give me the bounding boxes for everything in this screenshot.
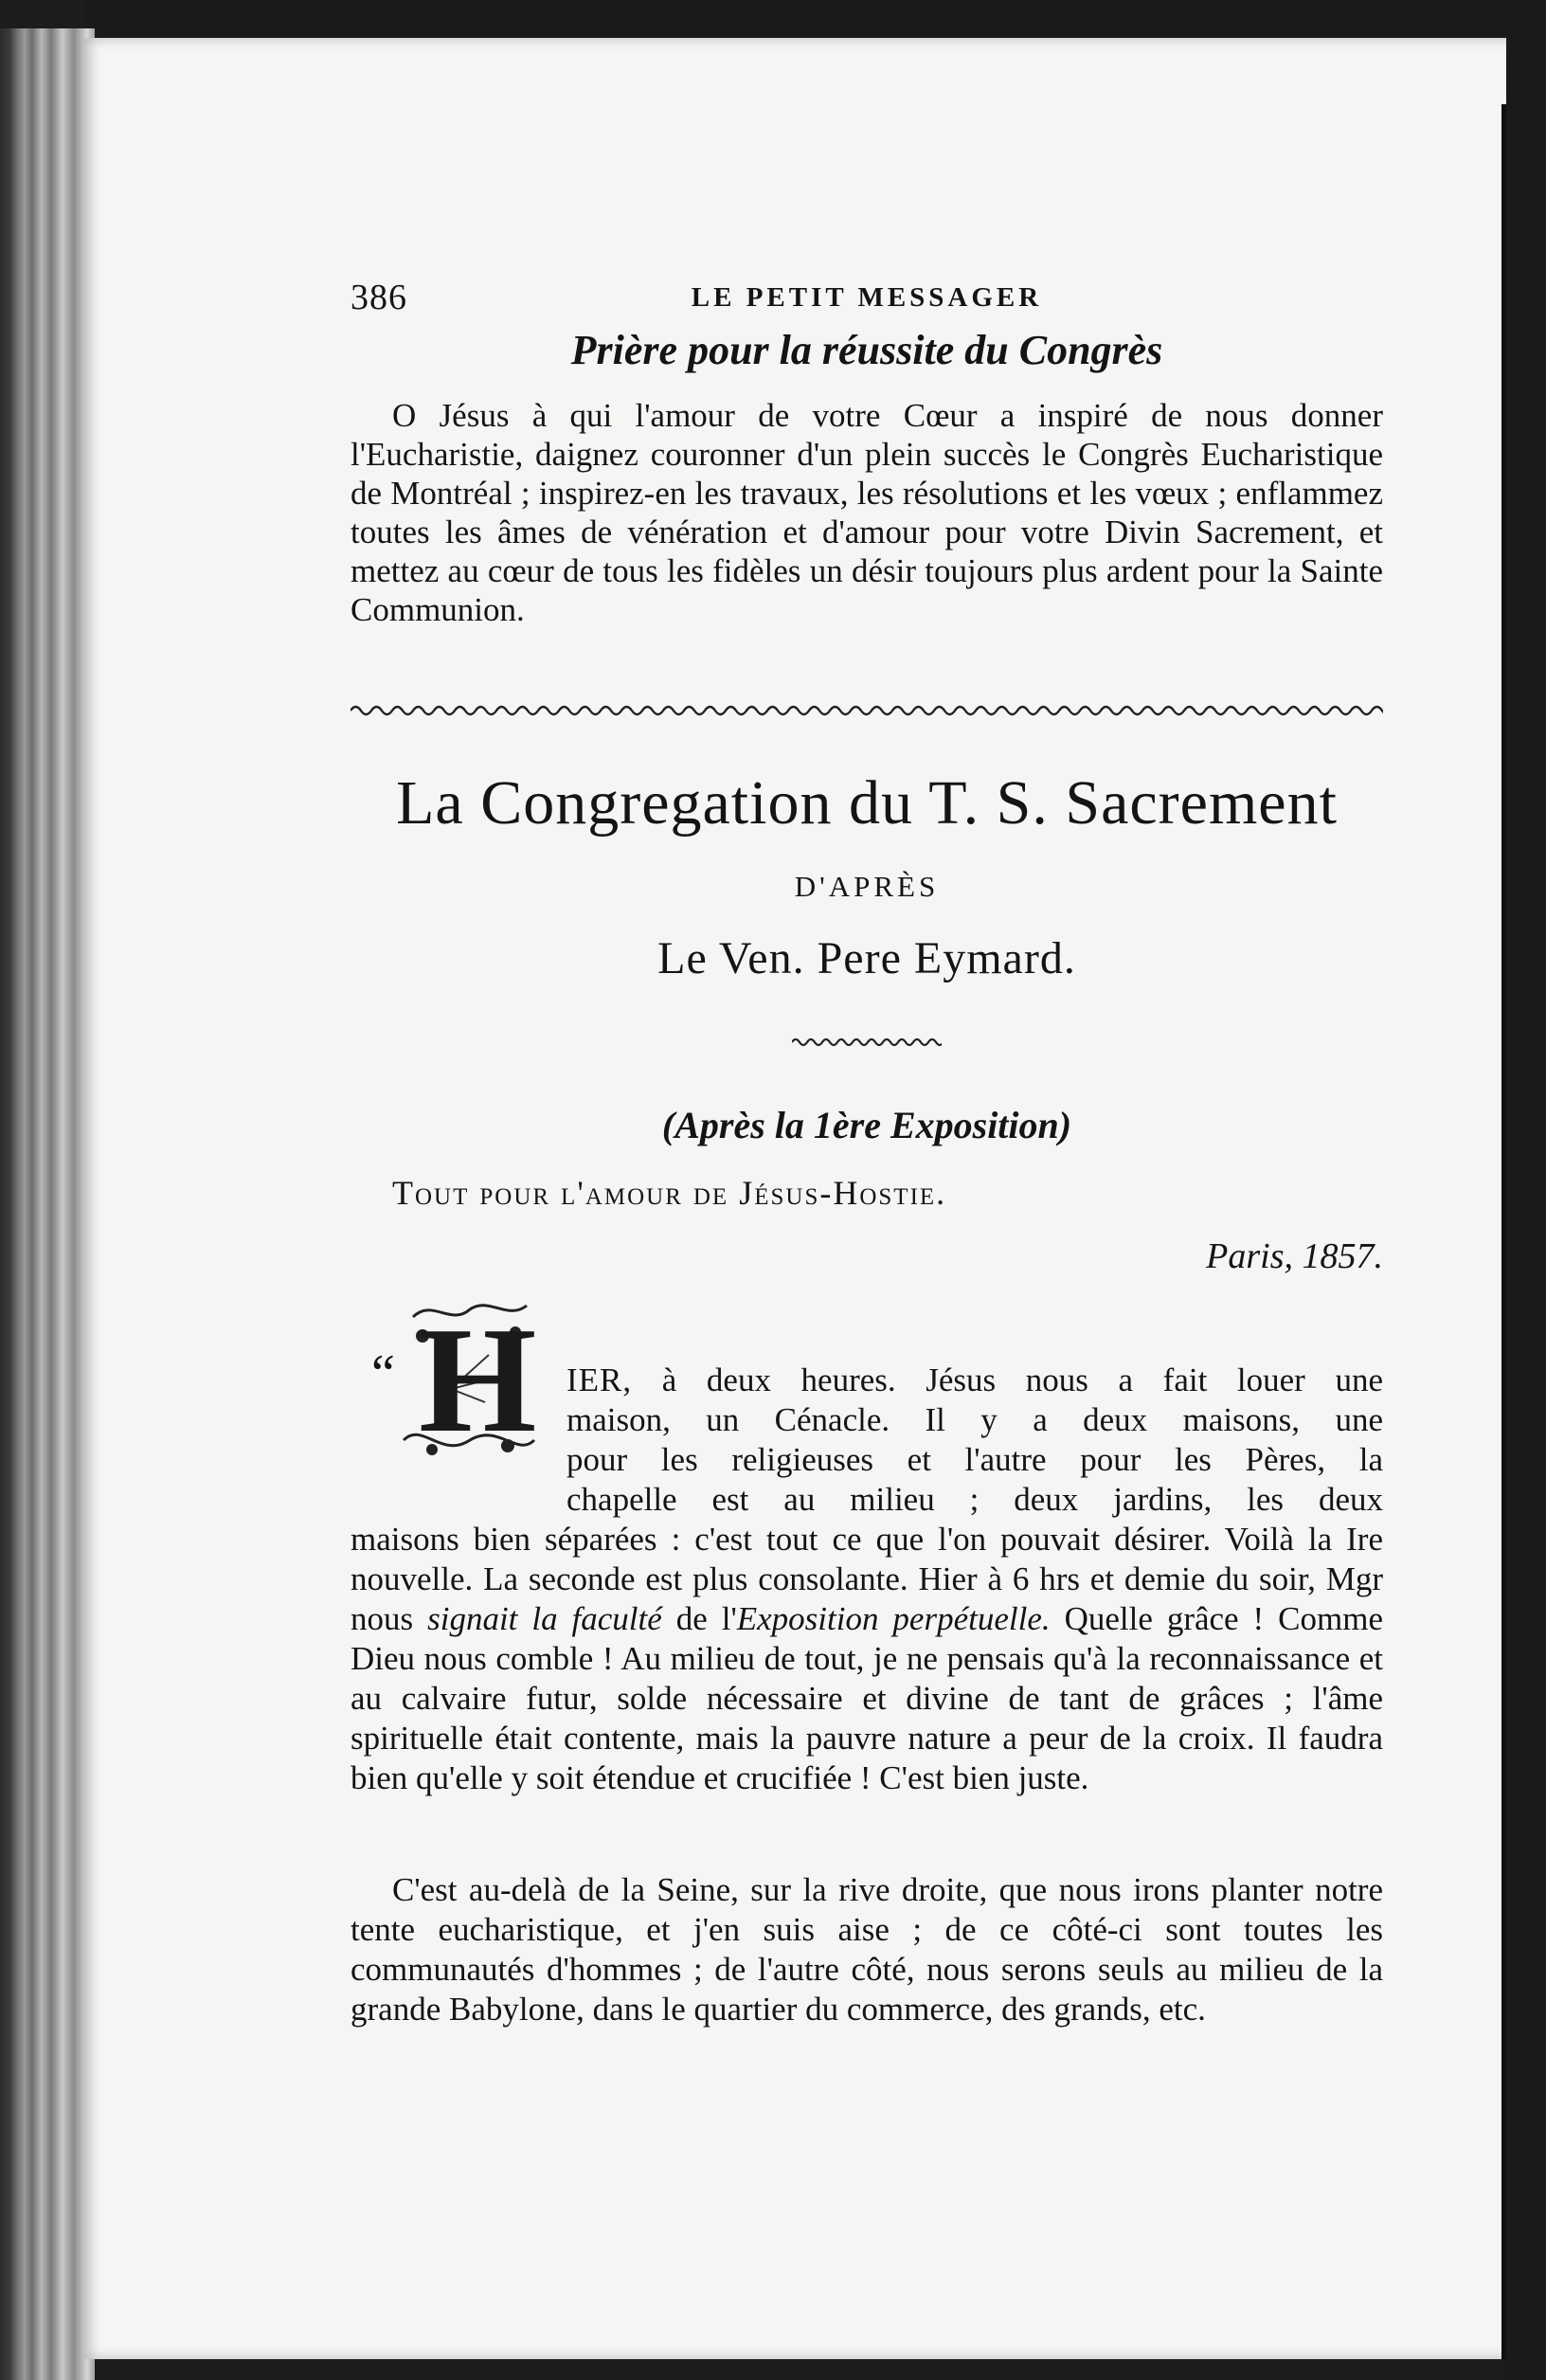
running-head <box>351 267 1383 324</box>
ornamental-drop-cap <box>394 1295 538 1467</box>
prayer-title: Prière pour la réussite du Congrès <box>570 327 1163 373</box>
apres-label: D'APRÈS <box>794 870 940 903</box>
running-title: LE PETIT MESSAGER <box>691 282 1043 313</box>
text-run: Quelle grâce ! Comme Dieu nous comble ! Au milieu de tout, je ne pensais qu'à la reconnaissance et au calvaire futur, solde nécessaire et divine de tant de grâces ; l'âme spirituelle était contente, mais la pauvre nature a peur de la croix. Il faudra bien qu'elle y soit étendue et crucifiée ! C'est bien juste. <box>351 1600 1383 1796</box>
dateline: Paris, 1857. <box>1206 1236 1383 1276</box>
scan-background-right <box>1506 0 1546 2380</box>
paragraph-1-continuation <box>351 1520 1383 1798</box>
prayer-paragraph: O Jésus à qui l'amour de votre Cœur a inspiré de nous donner l'Eucharistie, daignez couronner d'un plein succès le Congrès Eucharistique de Montréal ; inspirez-en les travaux, les résolutions et les vœux ; enflammez toutes les âmes de vénération et d'amour pour votre Divin Sacrement, et mettez au cœur de tous les fidèles un désir toujours plus ardent pour la Sainte Communion. <box>351 397 1383 628</box>
text-line-content: chapelle est au milieu ; deux jardins, les deux <box>566 1481 1383 1518</box>
opening-quote: “ <box>371 1344 395 1403</box>
article-title: La Congregation du T. S. Sacrement <box>396 768 1338 838</box>
book-page-edges <box>0 28 95 2380</box>
section-heading: (Après la 1ère Exposition) <box>661 1104 1072 1146</box>
text-line <box>566 1361 1383 1400</box>
text-line <box>566 1480 1383 1520</box>
page-edge-line <box>1501 104 1506 2359</box>
text-line <box>566 1440 1383 1480</box>
wavy-divider <box>351 701 1383 720</box>
author-line: Le Ven. Pere Eymard. <box>657 933 1076 983</box>
text-run: de l' <box>661 1600 737 1637</box>
text-line-content: à deux heures. Jésus nous a fait louer une <box>632 1361 1383 1398</box>
scan-background-top <box>85 0 1546 38</box>
text-line <box>566 1400 1383 1440</box>
italic-run: Exposition perpétuelle. <box>736 1600 1051 1637</box>
page-number: 386 <box>351 278 407 317</box>
text-line-content: maison, un Cénacle. Il y a deux maisons, une <box>566 1401 1383 1438</box>
motto-line: Tout pour l'amour de Jésus-Hostie. <box>392 1174 947 1212</box>
text-line-content: pour les religieuses et l'autre pour les Pères, la <box>566 1441 1383 1478</box>
text-run: maisons bien séparées : c'est tout ce que l'on pouvait désirer. Voilà la Ire nouvelle. La seconde est plus consolante. Hier à 6 hrs et demie du soir, Mgr nous <box>351 1521 1383 1637</box>
lead-word: IER, <box>566 1361 633 1398</box>
italic-run: signait la faculté <box>427 1600 662 1637</box>
paragraph-2: C'est au-delà de la Seine, sur la rive droite, que nous irons planter notre tente eucharistique, et j'en suis aise ; de ce côté-ci sont toutes les communautés d'hommes ; de l'autre côté, nous serons seuls au milieu de la grande Babylone, dans le quartier du commerce, des grands, etc. <box>351 1871 1383 2028</box>
drop-cap-letter: H <box>419 1295 537 1464</box>
small-wavy-divider <box>792 1035 942 1050</box>
